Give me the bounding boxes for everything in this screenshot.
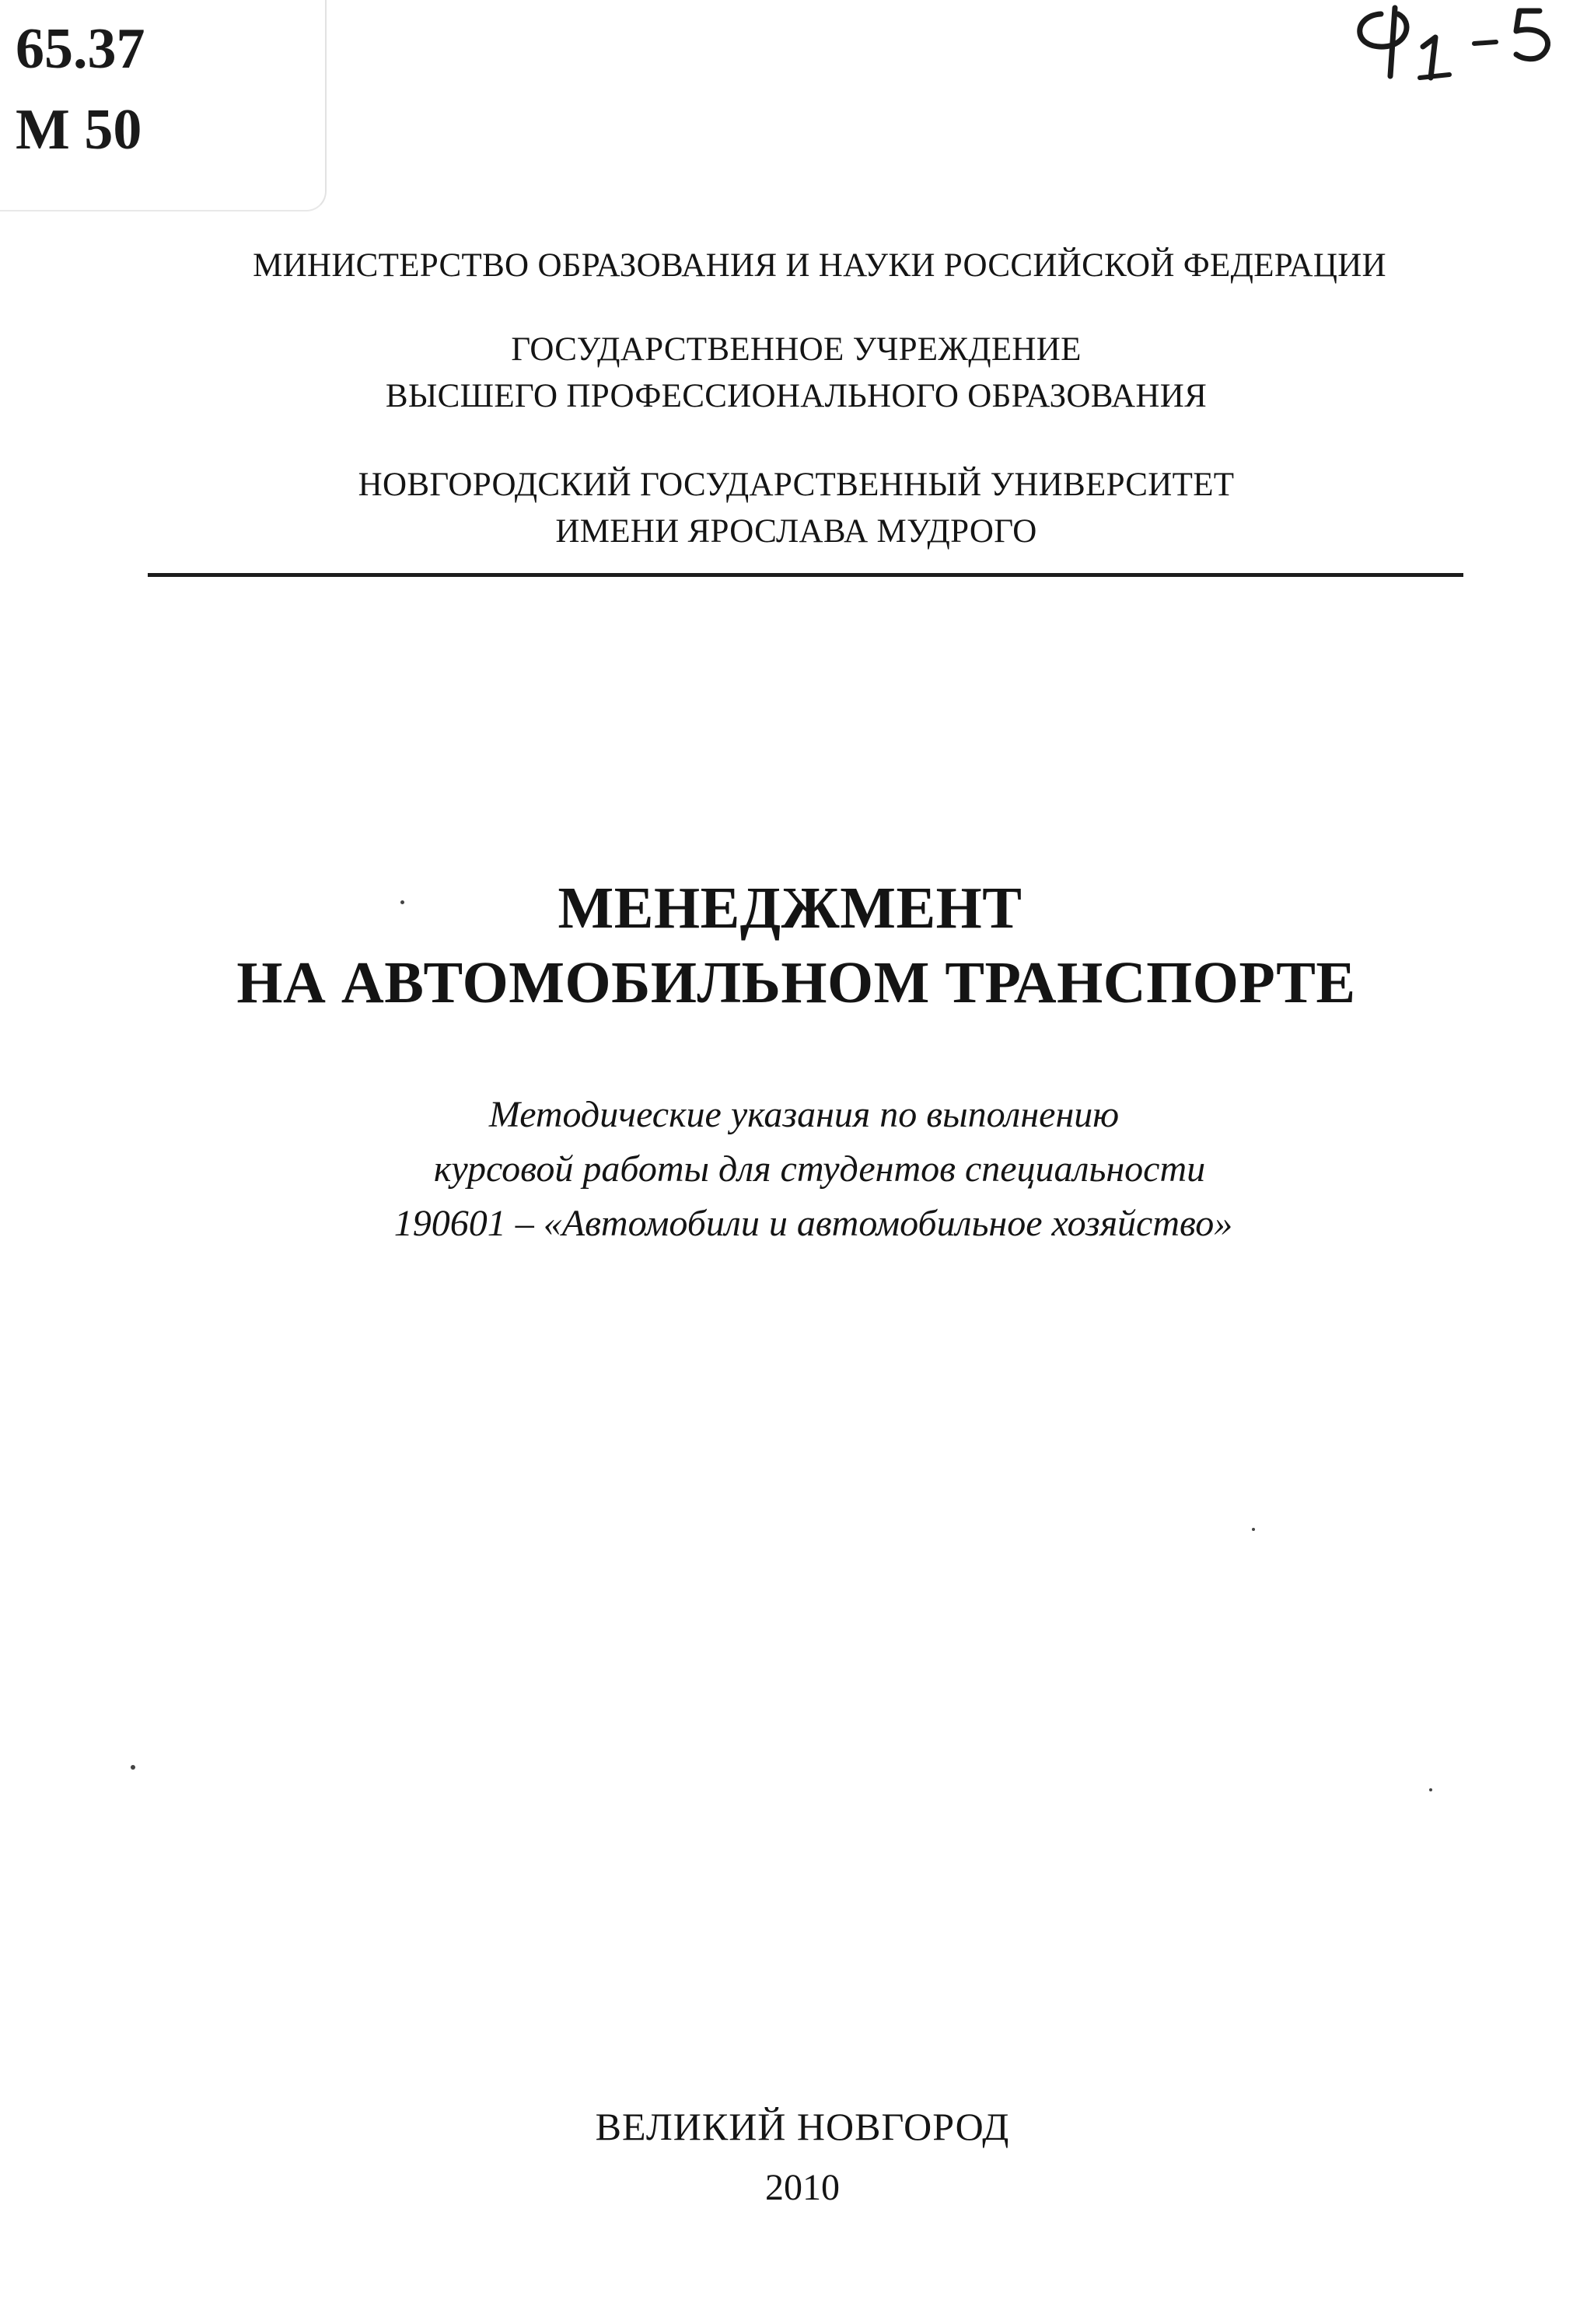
university-heading-line2: ИМЕНИ ЯРОСЛАВА МУДРОГО xyxy=(555,513,1037,550)
scan-speck xyxy=(1252,1528,1255,1531)
document-subtitle-line3: 190601 – «Автомобили и автомобильное хозяйство» xyxy=(393,1203,1233,1244)
header-divider xyxy=(148,573,1463,577)
library-shelf-label xyxy=(0,0,327,211)
ministry-heading: МИНИСТЕРСТВО ОБРАЗОВАНИЯ И НАУКИ РОССИЙСКОЙ ФЕДЕРАЦИИ xyxy=(253,247,1386,284)
publication-city: ВЕЛИКИЙ НОВГОРОД xyxy=(595,2105,1010,2148)
institution-heading-line1: ГОСУДАРСТВЕННОЕ УЧРЕЖДЕНИЕ xyxy=(511,331,1082,368)
scan-speck xyxy=(400,900,404,904)
document-title-line1: МЕНЕДЖМЕНТ xyxy=(558,875,1022,941)
publication-year: 2010 xyxy=(765,2167,840,2208)
document-subtitle-line1: Методические указания по выполнению xyxy=(488,1094,1120,1135)
scan-speck xyxy=(131,1765,135,1770)
document-subtitle-line2: курсовой работы для студентов специальности xyxy=(433,1148,1206,1190)
university-heading-line1: НОВГОРОДСКИЙ ГОСУДАРСТВЕННЫЙ УНИВЕРСИТЕТ xyxy=(358,467,1235,503)
document-title-line2: НА АВТОМОБИЛЬНОМ ТРАНСПОРТЕ xyxy=(236,950,1356,1015)
shelf-code-line2: М 50 xyxy=(16,98,142,162)
institution-heading-line2: ВЫСШЕГО ПРОФЕССИОНАЛЬНОГО ОБРАЗОВАНИЯ xyxy=(385,378,1208,414)
handwritten-note xyxy=(1336,0,1569,86)
scan-speck xyxy=(1429,1788,1432,1791)
shelf-code-line1: 65.37 xyxy=(16,17,145,81)
